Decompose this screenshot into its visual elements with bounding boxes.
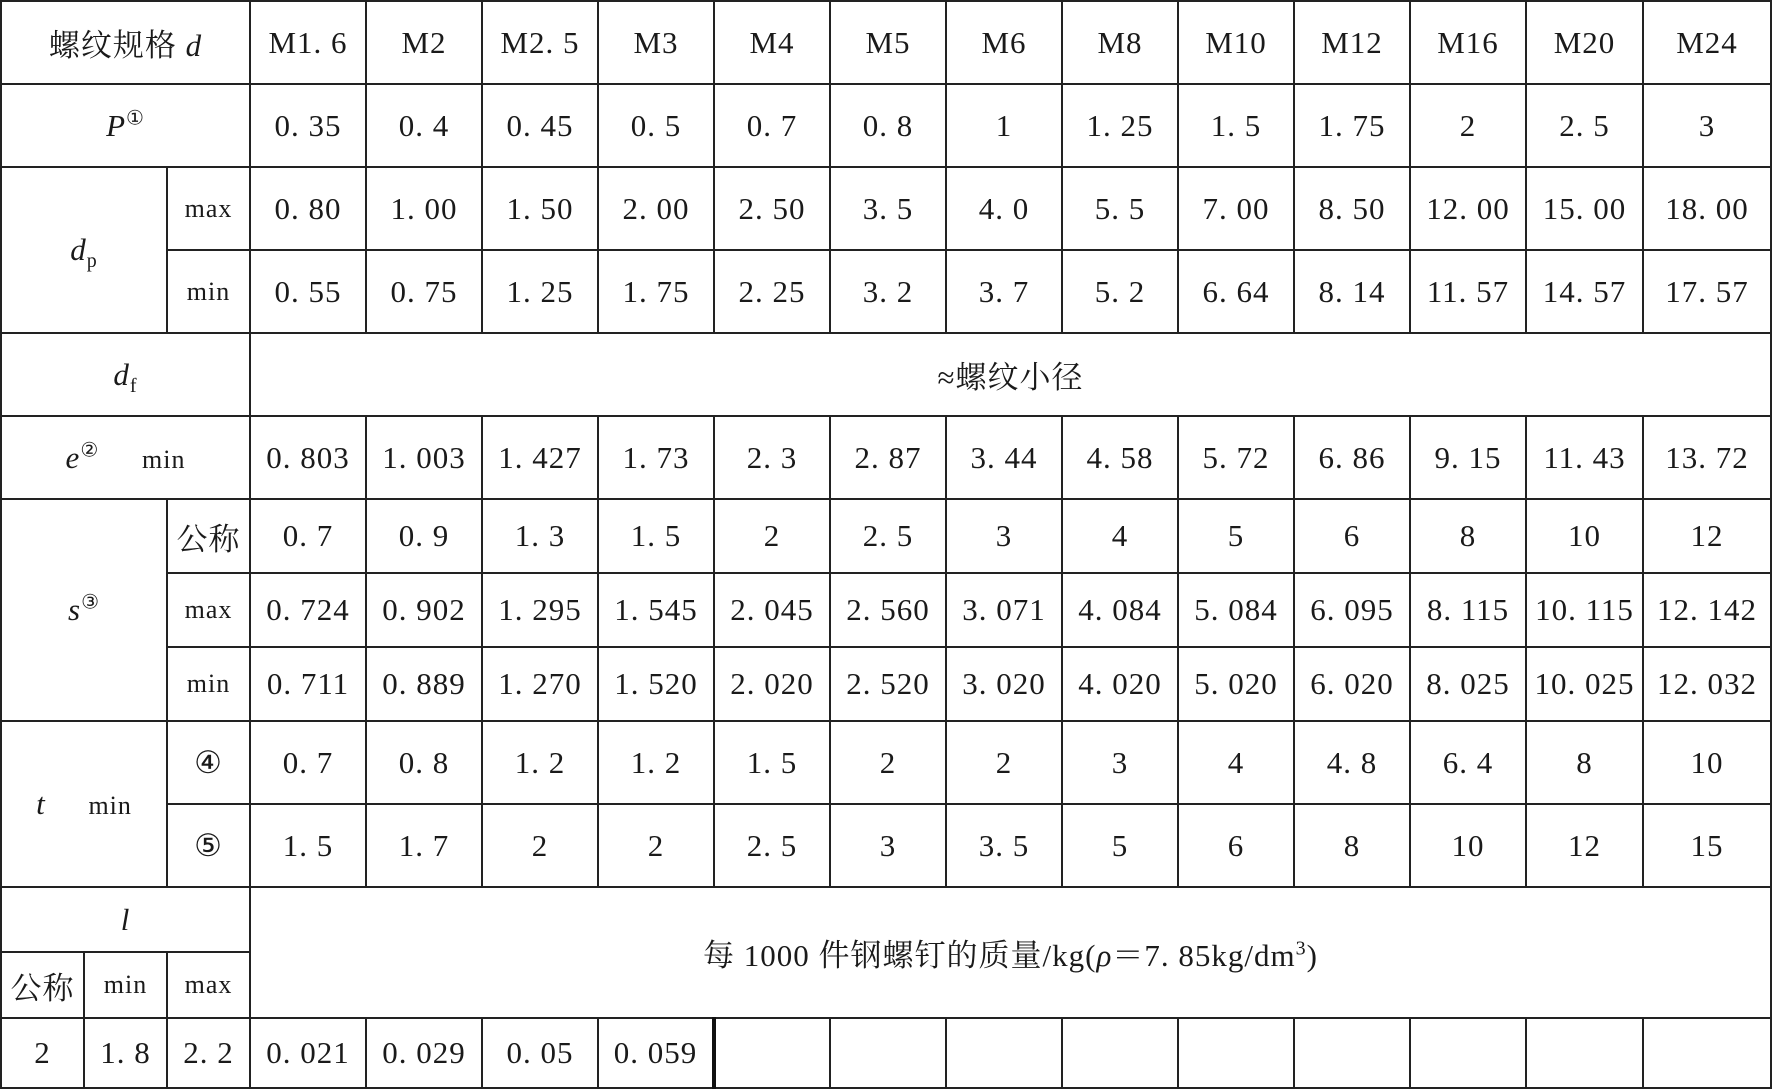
thread-size-var: d: [185, 28, 203, 63]
s-max-value: 1. 295: [482, 573, 598, 647]
t-label-cell: [1, 721, 167, 887]
mass-caption-pre: 每 1000 件钢螺钉的质量/kg(: [703, 938, 1097, 973]
t-row4-value: 1. 2: [482, 721, 598, 804]
t-min-label: min: [88, 791, 132, 820]
s-nominal-value: 4: [1062, 499, 1178, 573]
dp-max-value: 15. 00: [1526, 167, 1643, 250]
mass-value: [1643, 1018, 1771, 1088]
s-nominal-value: 1. 3: [482, 499, 598, 573]
l-data-row: [1, 1018, 1771, 1088]
e-row: [1, 416, 1771, 499]
s-min-value: 8. 025: [1410, 647, 1526, 721]
mass-value: 0. 059: [598, 1018, 714, 1088]
s-max-value: 2. 560: [830, 573, 946, 647]
dp-min-value: 3. 2: [830, 250, 946, 333]
pitch-label: P: [106, 107, 126, 143]
dp-max-value: 0. 80: [250, 167, 366, 250]
s-note: ③: [81, 591, 100, 614]
t-row5-value: 10: [1410, 804, 1526, 887]
s-nominal-value: 12: [1643, 499, 1771, 573]
df-label-cell: [1, 333, 250, 416]
size-cell: M5: [830, 1, 946, 84]
s-label: s: [67, 592, 82, 627]
t-row4-value: 2: [946, 721, 1062, 804]
t-row5-label: ⑤: [167, 804, 250, 887]
pitch-value: 1. 25: [1062, 84, 1178, 167]
e-value: 6. 86: [1294, 416, 1410, 499]
pitch-value: 1. 75: [1294, 84, 1410, 167]
s-max-value: 3. 071: [946, 573, 1062, 647]
s-nominal-value: 0. 7: [250, 499, 366, 573]
e-label-cell: [1, 416, 250, 499]
size-cell: M16: [1410, 1, 1526, 84]
l-label: l: [120, 901, 131, 937]
size-cell: M3: [598, 1, 714, 84]
s-min-value: 0. 889: [366, 647, 482, 721]
dp-min-value: 2. 25: [714, 250, 830, 333]
dp-max-value: 4. 0: [946, 167, 1062, 250]
mass-value: 0. 021: [250, 1018, 366, 1088]
pitch-value: 0. 5: [598, 84, 714, 167]
e-value: 2. 87: [830, 416, 946, 499]
t-row5-value: 12: [1526, 804, 1643, 887]
df-row: [1, 333, 1771, 416]
e-label: e: [65, 439, 81, 475]
df-label: d: [113, 356, 130, 392]
t-row4-value: 3: [1062, 721, 1178, 804]
dp-label: d: [70, 232, 87, 267]
pitch-value: 1: [946, 84, 1062, 167]
size-cell: M20: [1526, 1, 1643, 84]
dp-max-value: 2. 00: [598, 167, 714, 250]
dp-min-value: 3. 7: [946, 250, 1062, 333]
mass-value: 0. 05: [482, 1018, 598, 1088]
t-row4-value: 2: [830, 721, 946, 804]
e-value: 9. 15: [1410, 416, 1526, 499]
s-min-row: [1, 647, 1771, 721]
t-label: t: [36, 786, 46, 821]
pitch-value: 3: [1643, 84, 1771, 167]
mass-caption-post: ): [1306, 938, 1318, 973]
t-row5-value: 6: [1178, 804, 1294, 887]
l-nominal-value: 2: [1, 1018, 84, 1088]
t-row5-value: 5: [1062, 804, 1178, 887]
mass-value: [1526, 1018, 1643, 1088]
l-label-row: [1, 887, 1771, 952]
s-max-value: 6. 095: [1294, 573, 1410, 647]
s-nominal-value: 10: [1526, 499, 1643, 573]
s-min-label: min: [167, 647, 250, 721]
mass-caption-mid: ＝7. 85kg/dm: [1112, 938, 1296, 973]
mass-value: [1410, 1018, 1526, 1088]
e-value: 1. 73: [598, 416, 714, 499]
size-cell: M6: [946, 1, 1062, 84]
pitch-value: 2: [1410, 84, 1526, 167]
size-cell: M8: [1062, 1, 1178, 84]
t-row5-value: 2. 5: [714, 804, 830, 887]
s-min-value: 1. 520: [598, 647, 714, 721]
l-nominal-label: 公称: [1, 952, 84, 1018]
mass-value: [1294, 1018, 1410, 1088]
dp-max-value: 7. 00: [1178, 167, 1294, 250]
s-nominal-value: 5: [1178, 499, 1294, 573]
dp-min-value: 8. 14: [1294, 250, 1410, 333]
dp-min-value: 17. 57: [1643, 250, 1771, 333]
pitch-label-cell: [1, 84, 250, 167]
t-row4-value: 0. 8: [366, 721, 482, 804]
mass-value: [1178, 1018, 1294, 1088]
s-min-value: 0. 711: [250, 647, 366, 721]
pitch-value: 0. 35: [250, 84, 366, 167]
s-nominal-value: 0. 9: [366, 499, 482, 573]
s-nominal-value: 2: [714, 499, 830, 573]
pitch-value: 1. 5: [1178, 84, 1294, 167]
s-max-value: 0. 902: [366, 573, 482, 647]
e-value: 1. 427: [482, 416, 598, 499]
t-row-4: [1, 721, 1771, 804]
mass-value: [830, 1018, 946, 1088]
e-value: 13. 72: [1643, 416, 1771, 499]
e-note: ②: [80, 439, 100, 462]
s-max-row: [1, 573, 1771, 647]
s-min-value: 5. 020: [1178, 647, 1294, 721]
dp-min-label: min: [167, 250, 250, 333]
t-row5-value: 1. 5: [250, 804, 366, 887]
s-max-value: 5. 084: [1178, 573, 1294, 647]
l-label-cell: [1, 887, 250, 952]
s-min-value: 6. 020: [1294, 647, 1410, 721]
dp-min-row: [1, 250, 1771, 333]
dp-max-value: 1. 00: [366, 167, 482, 250]
t-row4-value: 4: [1178, 721, 1294, 804]
t-row5-value: 3: [830, 804, 946, 887]
df-value: ≈螺纹小径: [250, 333, 1771, 416]
e-value: 1. 003: [366, 416, 482, 499]
dp-min-value: 6. 64: [1178, 250, 1294, 333]
pitch-value: 0. 8: [830, 84, 946, 167]
size-cell: M2: [366, 1, 482, 84]
dp-max-value: 5. 5: [1062, 167, 1178, 250]
s-nominal-value: 8: [1410, 499, 1526, 573]
l-min-label: min: [84, 952, 167, 1018]
s-min-value: 12. 032: [1643, 647, 1771, 721]
dp-max-value: 18. 00: [1643, 167, 1771, 250]
e-value: 5. 72: [1178, 416, 1294, 499]
dp-max-value: 1. 50: [482, 167, 598, 250]
e-value: 4. 58: [1062, 416, 1178, 499]
dp-max-value: 12. 00: [1410, 167, 1526, 250]
e-value: 2. 3: [714, 416, 830, 499]
s-max-value: 1. 545: [598, 573, 714, 647]
size-cell: M12: [1294, 1, 1410, 84]
t-row-5: [1, 804, 1771, 887]
t-row4-value: 6. 4: [1410, 721, 1526, 804]
s-max-value: 8. 115: [1410, 573, 1526, 647]
dp-max-value: 3. 5: [830, 167, 946, 250]
mass-caption-sup: 3: [1295, 937, 1307, 960]
header-row: [1, 1, 1771, 84]
dp-min-value: 11. 57: [1410, 250, 1526, 333]
t-row4-value: 1. 5: [714, 721, 830, 804]
dp-min-value: 5. 2: [1062, 250, 1178, 333]
pitch-value: 0. 4: [366, 84, 482, 167]
dp-min-value: 0. 75: [366, 250, 482, 333]
s-max-label: max: [167, 573, 250, 647]
s-min-value: 10. 025: [1526, 647, 1643, 721]
dp-max-label: max: [167, 167, 250, 250]
l-max-label: max: [167, 952, 250, 1018]
mass-value: 0. 029: [366, 1018, 482, 1088]
t-row4-value: 4. 8: [1294, 721, 1410, 804]
mass-value: [714, 1018, 830, 1088]
s-nominal-value: 2. 5: [830, 499, 946, 573]
s-max-value: 4. 084: [1062, 573, 1178, 647]
l-min-value: 1. 8: [84, 1018, 167, 1088]
t-row5-value: 2: [482, 804, 598, 887]
size-cell: M2. 5: [482, 1, 598, 84]
t-row5-value: 1. 7: [366, 804, 482, 887]
s-label-cell: [1, 499, 167, 721]
t-row4-value: 0. 7: [250, 721, 366, 804]
t-row4-label: ④: [167, 721, 250, 804]
dp-min-value: 1. 75: [598, 250, 714, 333]
mass-caption-cell: [250, 887, 1771, 1018]
e-value: 11. 43: [1526, 416, 1643, 499]
s-nominal-value: 6: [1294, 499, 1410, 573]
s-max-value: 12. 142: [1643, 573, 1771, 647]
s-min-value: 2. 520: [830, 647, 946, 721]
mass-value: [1062, 1018, 1178, 1088]
s-min-value: 4. 020: [1062, 647, 1178, 721]
e-min-label: min: [142, 444, 186, 474]
s-nominal-value: 1. 5: [598, 499, 714, 573]
t-row5-value: 2: [598, 804, 714, 887]
s-min-value: 2. 020: [714, 647, 830, 721]
t-row4-value: 10: [1643, 721, 1771, 804]
mass-caption-rho: ρ: [1096, 938, 1113, 973]
thread-size-label-cell: [1, 1, 250, 84]
s-max-value: 2. 045: [714, 573, 830, 647]
dp-min-value: 14. 57: [1526, 250, 1643, 333]
dp-sub: p: [86, 250, 98, 273]
s-max-value: 0. 724: [250, 573, 366, 647]
pitch-note: ①: [126, 107, 145, 130]
pitch-row: [1, 84, 1771, 167]
size-cell: M1. 6: [250, 1, 366, 84]
dp-max-value: 8. 50: [1294, 167, 1410, 250]
s-min-value: 1. 270: [482, 647, 598, 721]
s-nominal-row: [1, 499, 1771, 573]
size-cell: M24: [1643, 1, 1771, 84]
s-max-value: 10. 115: [1526, 573, 1643, 647]
t-row5-value: 8: [1294, 804, 1410, 887]
pitch-value: 0. 7: [714, 84, 830, 167]
t-row5-value: 15: [1643, 804, 1771, 887]
t-row5-value: 3. 5: [946, 804, 1062, 887]
l-max-value: 2. 2: [167, 1018, 250, 1088]
pitch-value: 0. 45: [482, 84, 598, 167]
size-cell: M10: [1178, 1, 1294, 84]
dp-min-value: 0. 55: [250, 250, 366, 333]
pitch-value: 2. 5: [1526, 84, 1643, 167]
mass-value: [946, 1018, 1062, 1088]
t-row4-value: 8: [1526, 721, 1643, 804]
s-nominal-value: 3: [946, 499, 1062, 573]
dp-max-row: [1, 167, 1771, 250]
size-cell: M4: [714, 1, 830, 84]
e-value: 3. 44: [946, 416, 1062, 499]
thread-size-label: 螺纹规格: [48, 28, 177, 63]
dp-min-value: 1. 25: [482, 250, 598, 333]
t-row4-value: 1. 2: [598, 721, 714, 804]
s-nominal-label: 公称: [167, 499, 250, 573]
dp-max-value: 2. 50: [714, 167, 830, 250]
e-value: 0. 803: [250, 416, 366, 499]
df-sub: f: [129, 374, 138, 397]
s-min-value: 3. 020: [946, 647, 1062, 721]
dp-label-cell: [1, 167, 167, 333]
